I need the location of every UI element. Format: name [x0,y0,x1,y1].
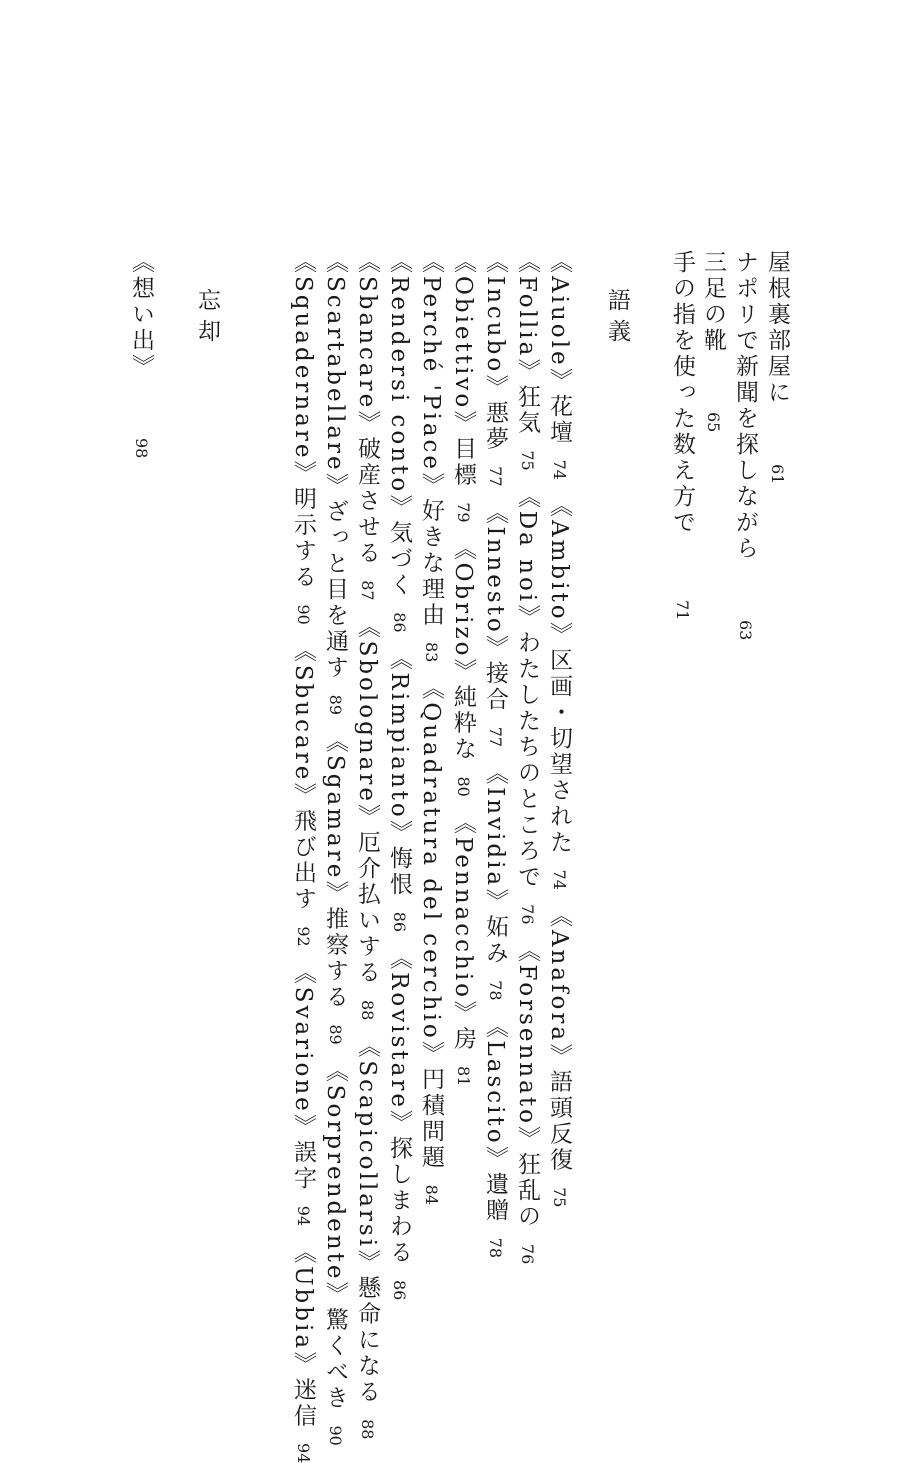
page-number: 89 [326,1024,345,1045]
toc-line-1 [547,250,570,1207]
page-number: 86 [390,911,409,933]
toc-entry-attic[interactable] [765,250,788,484]
page-number: 74 [550,869,569,890]
term-svarione[interactable]: 《Svarione》誤字 [290,960,316,1192]
term-da-noi[interactable]: 《Da noi》わたしたちのところで [514,484,540,891]
term-sgamare[interactable]: 《Sgamare》推察する [322,729,348,1011]
page-number: 74 [550,459,569,480]
page-number: 75 [550,1187,569,1208]
page-number: 78 [486,1237,505,1258]
term-incubo[interactable]: 《Incubo》悪夢 [482,250,508,453]
page-number: 90 [326,1425,345,1446]
entry-title: 屋根裏部屋に [764,250,790,406]
toc-entry-three-shoes[interactable] [701,250,724,432]
term-rimpianto[interactable]: 《Rimpianto》悔恨 [386,646,412,898]
toc-line-8 [323,250,346,1446]
page-number: 78 [486,980,505,1001]
page-number: 77 [486,466,505,487]
term-perche-piace[interactable]: 《Perché 'Piace》好きな理由 [418,250,444,629]
toc-entry-finger-counting[interactable] [670,250,693,620]
term-forsennato[interactable]: 《Forsennato》狂乱の [514,938,540,1230]
page-number: 94 [294,1205,313,1227]
page-number: 76 [518,1243,537,1265]
term-ubbia[interactable]: 《Ubbia》迷信 [290,1240,316,1430]
term-follia[interactable]: 《Follia》狂気 [514,250,540,437]
page-number: 88 [358,999,377,1021]
term-invidia[interactable]: 《Invidia》妬み [482,761,508,967]
entry-title: 手の指を使った数え方で [669,250,695,536]
page-number: 90 [294,604,313,625]
toc-line-3 [483,250,506,1258]
section-heading-gogi: 語義 [604,288,630,350]
toc-line-9 [291,250,314,1463]
toc-line-6 [387,250,410,1300]
toc-line-7 [355,250,378,1439]
term-aiuole[interactable]: 《Aiuole》花壇 [546,250,572,446]
term-quadratura[interactable]: 《Quadratura del cerchio》円積問題 [418,676,444,1171]
page-number: 86 [390,612,409,633]
term-sbolognare[interactable]: 《Sbolognare》厄介払いする [354,614,380,986]
entry-title: ナポリで新聞を探しながら [732,250,758,562]
term-scartabellare[interactable]: 《Scartabellare》ざっと目を通す [322,250,348,681]
term-rovistare[interactable]: 《Rovistare》探しまわる [386,946,412,1266]
page-number: 75 [518,450,537,471]
term-innesto[interactable]: 《Innesto》接合 [482,500,508,713]
section-heading-boukyaku: 忘却 [194,288,220,350]
page-number: 84 [422,1184,441,1206]
entry-title: 《想い出》 [128,250,154,380]
term-obiettivo[interactable]: 《Obiettivo》目標 [450,250,476,489]
term-obrizo[interactable]: 《Obrizo》純粋な [450,536,476,763]
page-number: 80 [454,776,473,797]
page-number: 65 [704,412,723,433]
term-pennacchio[interactable]: 《Pennacchio》房 [450,810,476,1053]
page-number: 79 [454,502,473,523]
page-number: 98 [132,438,151,459]
page-number: 86 [390,1279,409,1301]
page-number: 61 [768,464,787,485]
toc-line-5 [419,250,442,1205]
page-number: 88 [358,1419,377,1440]
term-lascito[interactable]: 《Lascito》遺贈 [482,1014,508,1224]
page-number: 89 [326,694,345,716]
term-sbancare[interactable]: 《Sbancare》破産させる [354,250,380,567]
term-anafora[interactable]: 《Anafora》語頭反復 [546,903,572,1174]
page-number: 81 [454,1066,473,1087]
page-number: 83 [422,642,441,663]
page-number: 87 [358,580,377,601]
term-sorprendente[interactable]: 《Sorprendente》驚くべき [322,1058,348,1412]
toc-line-2 [515,250,538,1264]
term-scapicollarsi[interactable]: 《Scapicollarsi》懸命になる [354,1034,380,1406]
page-number: 63 [736,620,755,641]
page-number: 92 [294,926,313,947]
term-squadernare[interactable]: 《Squadernare》明示する [290,250,316,591]
page-number: 94 [294,1443,313,1463]
toc-entry-omoide[interactable] [129,250,152,458]
page-number: 77 [486,726,505,748]
toc-entry-naples-newspaper[interactable] [733,250,756,640]
page-number: 71 [673,600,692,621]
entry-title: 三足の靴 [700,250,726,354]
term-sbucare[interactable]: 《Sbucare》飛び出す [290,638,316,913]
page-number: 76 [518,904,537,925]
term-ambito[interactable]: 《Ambito》区画・切望された [546,493,572,856]
term-rendersi-conto[interactable]: 《Rendersi conto》気づく [386,250,412,599]
toc-line-4 [451,250,474,1086]
